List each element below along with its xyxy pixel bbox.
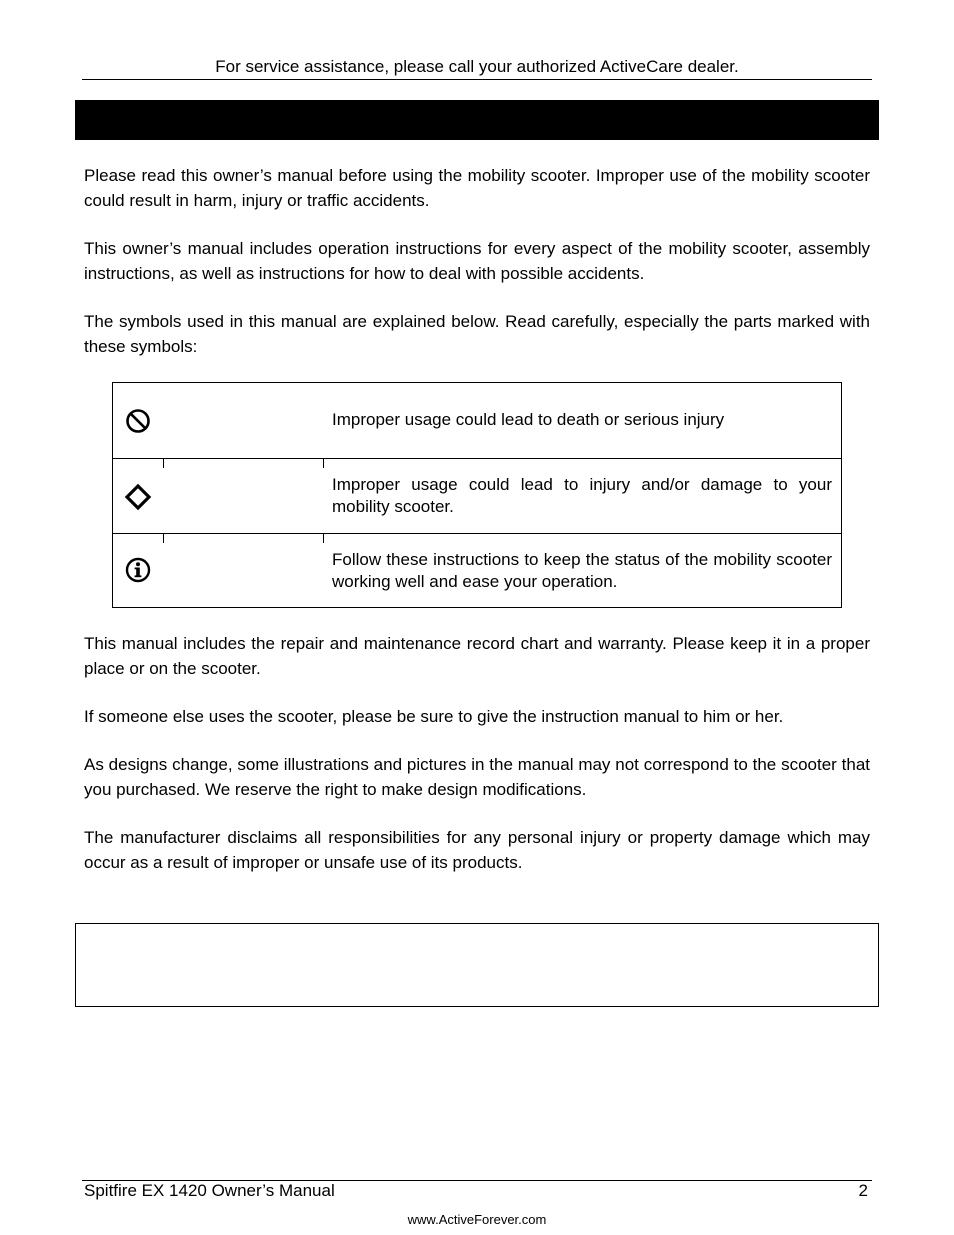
table-tick [163,534,164,543]
design-change-paragraph: As designs change, some illustrations and pictures in the manual may not correspond to the scooter that you purchased. We reserve the right to make design modifications. [84,755,870,799]
intro-paragraph-1: Please read this owner’s manual before using the mobility scooter. Improper use of the mobility scooter could result in harm, injury or traffic accidents. [84,166,870,210]
symbols-table [112,382,842,608]
info-icon [124,556,152,584]
other-user-paragraph: If someone else uses the scooter, please be sure to give the instruction manual to him or her. [84,707,784,726]
table-tick [163,459,164,468]
intro-paragraph-2: This owner’s manual includes operation instructions for every aspect of the mobility scooter, assembly instructions, as well as instructions for how to deal with possible accidents. [84,239,870,283]
page-number: 2 [858,1181,868,1200]
intro-paragraph-3: The symbols used in this manual are explained below. Read carefully, especially the parts marked with these symbols: [84,312,870,356]
section-title-bar [75,100,879,140]
diamond-warning-icon [124,483,152,511]
disclaimer-paragraph: The manufacturer disclaims all responsibilities for any personal injury or property damage which may occur as a result of improper or unsafe use of its products. [84,828,870,872]
symbol-row-danger [113,383,841,458]
symbol-description: Improper usage could lead to death or serious injury [332,410,725,429]
symbol-row-warning [113,458,841,534]
service-note: For service assistance, please call your authorized ActiveCare dealer. [215,57,739,76]
footer-manual-title: Spitfire EX 1420 Owner’s Manual [84,1181,335,1200]
table-tick [323,459,324,468]
symbol-description: Improper usage could lead to injury and/or damage to your mobility scooter. [332,475,832,516]
maintenance-paragraph: This manual includes the repair and maintenance record chart and warranty. Please keep it in a proper place or on the scooter. [84,634,870,678]
symbol-description: Follow these instructions to keep the status of the mobility scooter working well and ease your operation. [332,550,832,591]
header-divider [82,79,872,80]
symbol-row-info [113,533,841,609]
table-tick [323,534,324,543]
footer-website: www.ActiveForever.com [407,1212,547,1227]
notice-box [75,923,879,1007]
prohibition-icon [124,407,152,435]
